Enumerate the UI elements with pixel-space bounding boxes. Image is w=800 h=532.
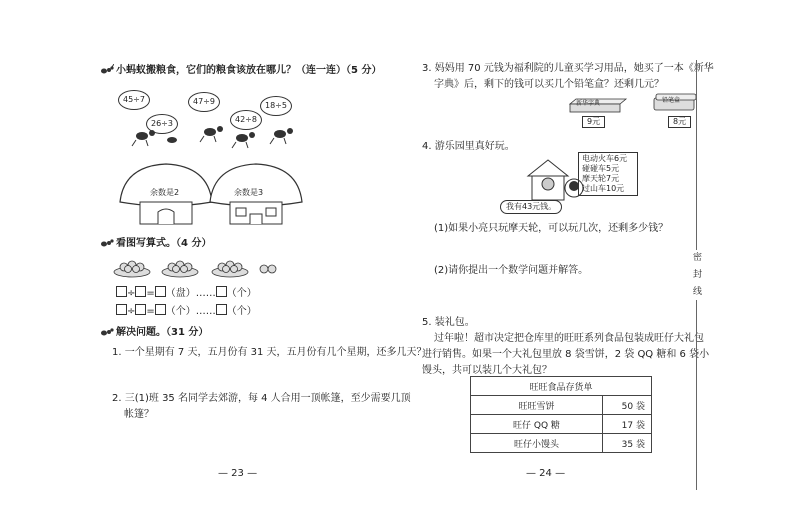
price-item: 摩天轮7元 bbox=[582, 174, 620, 183]
ant-bubble: 18÷5 bbox=[260, 96, 292, 116]
item-name: 旺仔小馒头 bbox=[471, 434, 603, 453]
question-4: 4. 游乐园里真好玩。 bbox=[422, 141, 515, 152]
question-1: 1. 一个星期有 7 天，五月份有 31 天，五月份有几个星期，还多几天？ bbox=[112, 347, 427, 358]
equation-line-2: ÷ = （个）…… （个） bbox=[116, 304, 257, 318]
table-row bbox=[471, 415, 652, 434]
question-3: 3. 妈妈用 70 元钱为福利院的儿童买学习用品，她买了一本《新华 bbox=[422, 63, 714, 74]
equation-line-1: ÷ = （盘）…… （个） bbox=[116, 286, 257, 300]
question-5: 5. 装礼包。 bbox=[422, 317, 475, 328]
binding-line bbox=[696, 300, 697, 490]
plates-illustration bbox=[112, 256, 292, 280]
section-3-title: 解决问题。（31 分） bbox=[116, 327, 209, 338]
right-page bbox=[400, 0, 800, 532]
dictionary-price: 9元 bbox=[582, 116, 605, 128]
page-number: — 24 — bbox=[526, 468, 566, 479]
house-label: 余数是2 bbox=[150, 188, 180, 197]
answer-box[interactable] bbox=[135, 304, 146, 315]
answer-box[interactable] bbox=[155, 304, 166, 315]
page-number: — 23 — bbox=[218, 468, 258, 479]
item-qty: 35 袋 bbox=[603, 434, 652, 453]
ant-bubble: 47÷9 bbox=[188, 92, 220, 112]
ants-illustration bbox=[110, 100, 310, 150]
answer-box[interactable] bbox=[155, 286, 166, 297]
ant-icon bbox=[100, 326, 114, 338]
question-2-cont: 帐篷？ bbox=[124, 409, 154, 420]
answer-box[interactable] bbox=[216, 304, 227, 315]
item-qty: 17 袋 bbox=[603, 415, 652, 434]
price-item: 碰碰车5元 bbox=[582, 164, 620, 173]
binding-line bbox=[696, 60, 697, 250]
item-name: 旺仔 QQ 糖 bbox=[471, 415, 603, 434]
question-5-text: 过年啦！超市决定把仓库里的旺旺系列食品包装成旺仔大礼包 bbox=[434, 333, 704, 344]
item-name: 旺旺雪饼 bbox=[471, 396, 603, 415]
question-5-text: 进行销售。如果一个大礼包里放 8 袋雪饼，2 袋 QQ 糖和 6 袋小 bbox=[422, 349, 710, 360]
dictionary-label: 新华字典 bbox=[576, 100, 601, 107]
table-row bbox=[471, 434, 652, 453]
price-board bbox=[578, 152, 638, 196]
table-title: 旺旺食品存货单 bbox=[471, 377, 652, 396]
answer-box[interactable] bbox=[116, 304, 127, 315]
question-5-text: 馒头，共可以装几个大礼包？ bbox=[422, 365, 552, 376]
answer-box[interactable] bbox=[116, 286, 127, 297]
ant-icon bbox=[100, 237, 114, 249]
question-2: 2. 三(1)班 35 名同学去郊游，每 4 人合用一顶帐篷，至少需要几顶 bbox=[112, 393, 411, 404]
ant-bubble: 42÷8 bbox=[230, 110, 262, 130]
ant-icon bbox=[100, 64, 114, 76]
speech-bubble: 我有43元钱。 bbox=[500, 200, 562, 214]
question-4-1: (1)如果小亮只玩摩天轮，可以玩几次，还剩多少钱？ bbox=[434, 223, 669, 234]
section-1-title: 小蚂蚁搬粮食，它们的粮食该放在哪儿？（连一连）（5 分） bbox=[116, 65, 382, 76]
pencil-case-price: 8元 bbox=[668, 116, 691, 128]
answer-box[interactable] bbox=[216, 286, 227, 297]
house-label: 余数是3 bbox=[234, 188, 264, 197]
margin-text: 密封线 bbox=[691, 252, 701, 303]
ant-bubble: 26÷3 bbox=[146, 114, 178, 134]
item-qty: 50 袋 bbox=[603, 396, 652, 415]
stock-table bbox=[470, 376, 652, 453]
price-item: 过山车10元 bbox=[582, 184, 625, 193]
ant-bubble: 45÷7 bbox=[118, 90, 150, 110]
question-3-cont: 字典》后，剩下的钱可以买几个铅笔盒？还剩几元？ bbox=[434, 79, 664, 90]
table-row bbox=[471, 396, 652, 415]
section-2-title: 看图写算式。（4 分） bbox=[116, 238, 212, 249]
answer-box[interactable] bbox=[135, 286, 146, 297]
question-4-2: (2)请你提出一个数学问题并解答。 bbox=[434, 265, 589, 276]
price-item: 电动火车6元 bbox=[582, 154, 628, 163]
pencil-case-label: 铅笔盒 bbox=[662, 97, 681, 104]
